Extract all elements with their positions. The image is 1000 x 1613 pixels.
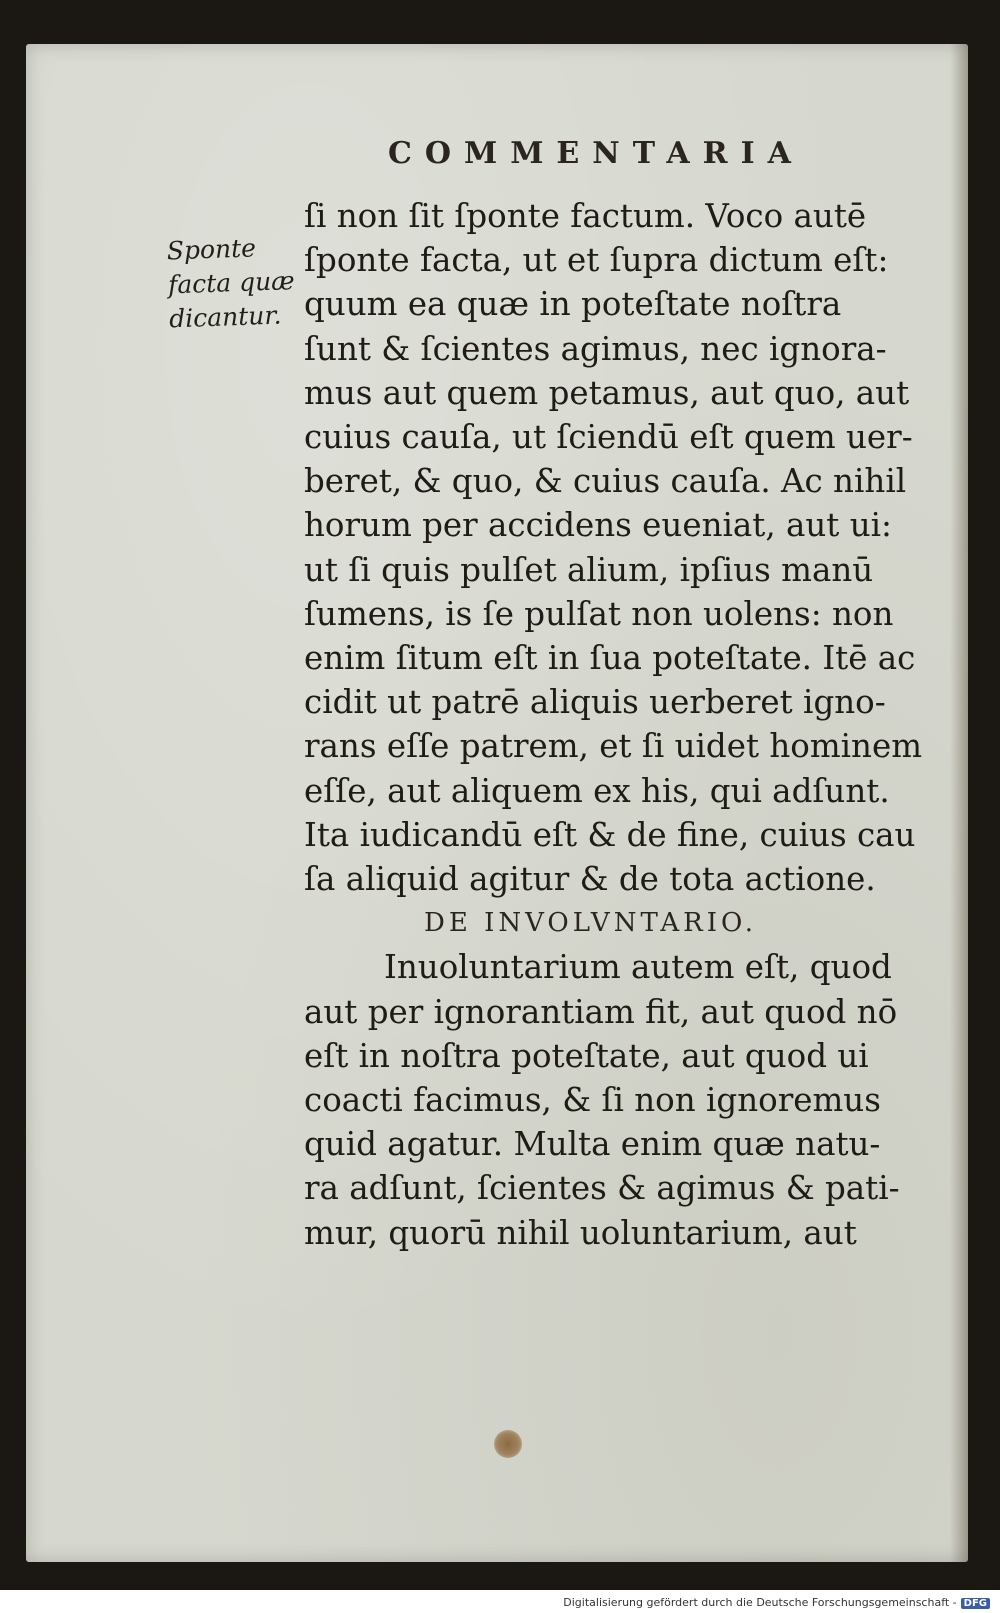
- text-line: enim ſitum eſt in ſua poteſtate. Itē ac: [304, 639, 916, 678]
- page-edge-shadow: [950, 44, 968, 1562]
- text-line: cuius cauſa, ut ſciendū eſt quem uer-: [304, 418, 913, 457]
- digitization-credit: [563, 1596, 990, 1609]
- text-line: mur, quorū nihil uoluntarium, aut: [304, 1213, 857, 1252]
- book-page: [26, 44, 968, 1562]
- text-line: beret, & quo, & cuius cauſa. Ac nihil: [304, 462, 907, 501]
- marginal-note-line: facta quæ: [167, 266, 296, 300]
- text-line: Ita iudicandū eſt & de fine, cuius cau: [304, 815, 916, 854]
- text-line: mus aut quem petamus, aut quo, aut: [304, 373, 910, 412]
- text-line: rans eſſe patrem, et ſi uidet hominem: [304, 727, 923, 766]
- dfg-logo: DFG: [961, 1598, 990, 1609]
- credit-text: Digitalisierung gefördert durch die Deutsche Forschungsgemeinschaft -: [563, 1596, 957, 1609]
- section-heading: DE INVOLVNTARIO.: [424, 908, 758, 939]
- marginal-note-line: Sponte: [166, 233, 257, 266]
- text-line: coacti facimus, & ſi non ignoremus: [304, 1081, 881, 1120]
- text-line: ſi non ſit ſponte factum. Voco autē: [304, 197, 867, 235]
- text-line: cidit ut patrē aliquis uerberet igno-: [304, 683, 886, 722]
- marginal-note-line: dicantur.: [168, 300, 282, 334]
- text-line: eſſe, aut aliquem ex his, qui adſunt.: [304, 771, 890, 810]
- text-line: ſponte facta, ut et ſupra dictum eſt:: [304, 241, 889, 280]
- running-head: COMMENTARIA: [388, 136, 804, 171]
- text-line: ſunt & ſcientes agimus, nec ignora-: [304, 329, 887, 368]
- text-line: Inuoluntarium autem eſt, quod: [384, 948, 892, 987]
- text-line: ſa aliquid agitur & de tota actione.: [304, 860, 876, 899]
- main-text-block: [304, 194, 944, 1255]
- text-line: ut ſi quis pulſet alium, ipſius manū: [304, 550, 874, 589]
- text-line: ſumens, is ſe pulſat non uolens: non: [304, 594, 894, 633]
- paper-stain: [494, 1430, 522, 1458]
- text-line: horum per accidens eueniat, aut ui:: [304, 506, 892, 545]
- text-line: ra adſunt, ſcientes & agimus & pati-: [304, 1169, 900, 1208]
- text-line: eſt in noſtra poteſtate, aut quod ui: [304, 1036, 869, 1075]
- marginal-note: [166, 230, 309, 337]
- text-line: quid agatur. Multa enim quæ natu-: [304, 1125, 881, 1164]
- text-line: aut per ignorantiam fit, aut quod nō: [304, 992, 898, 1031]
- text-line: quum ea quæ in poteſtate noſtra: [304, 285, 842, 324]
